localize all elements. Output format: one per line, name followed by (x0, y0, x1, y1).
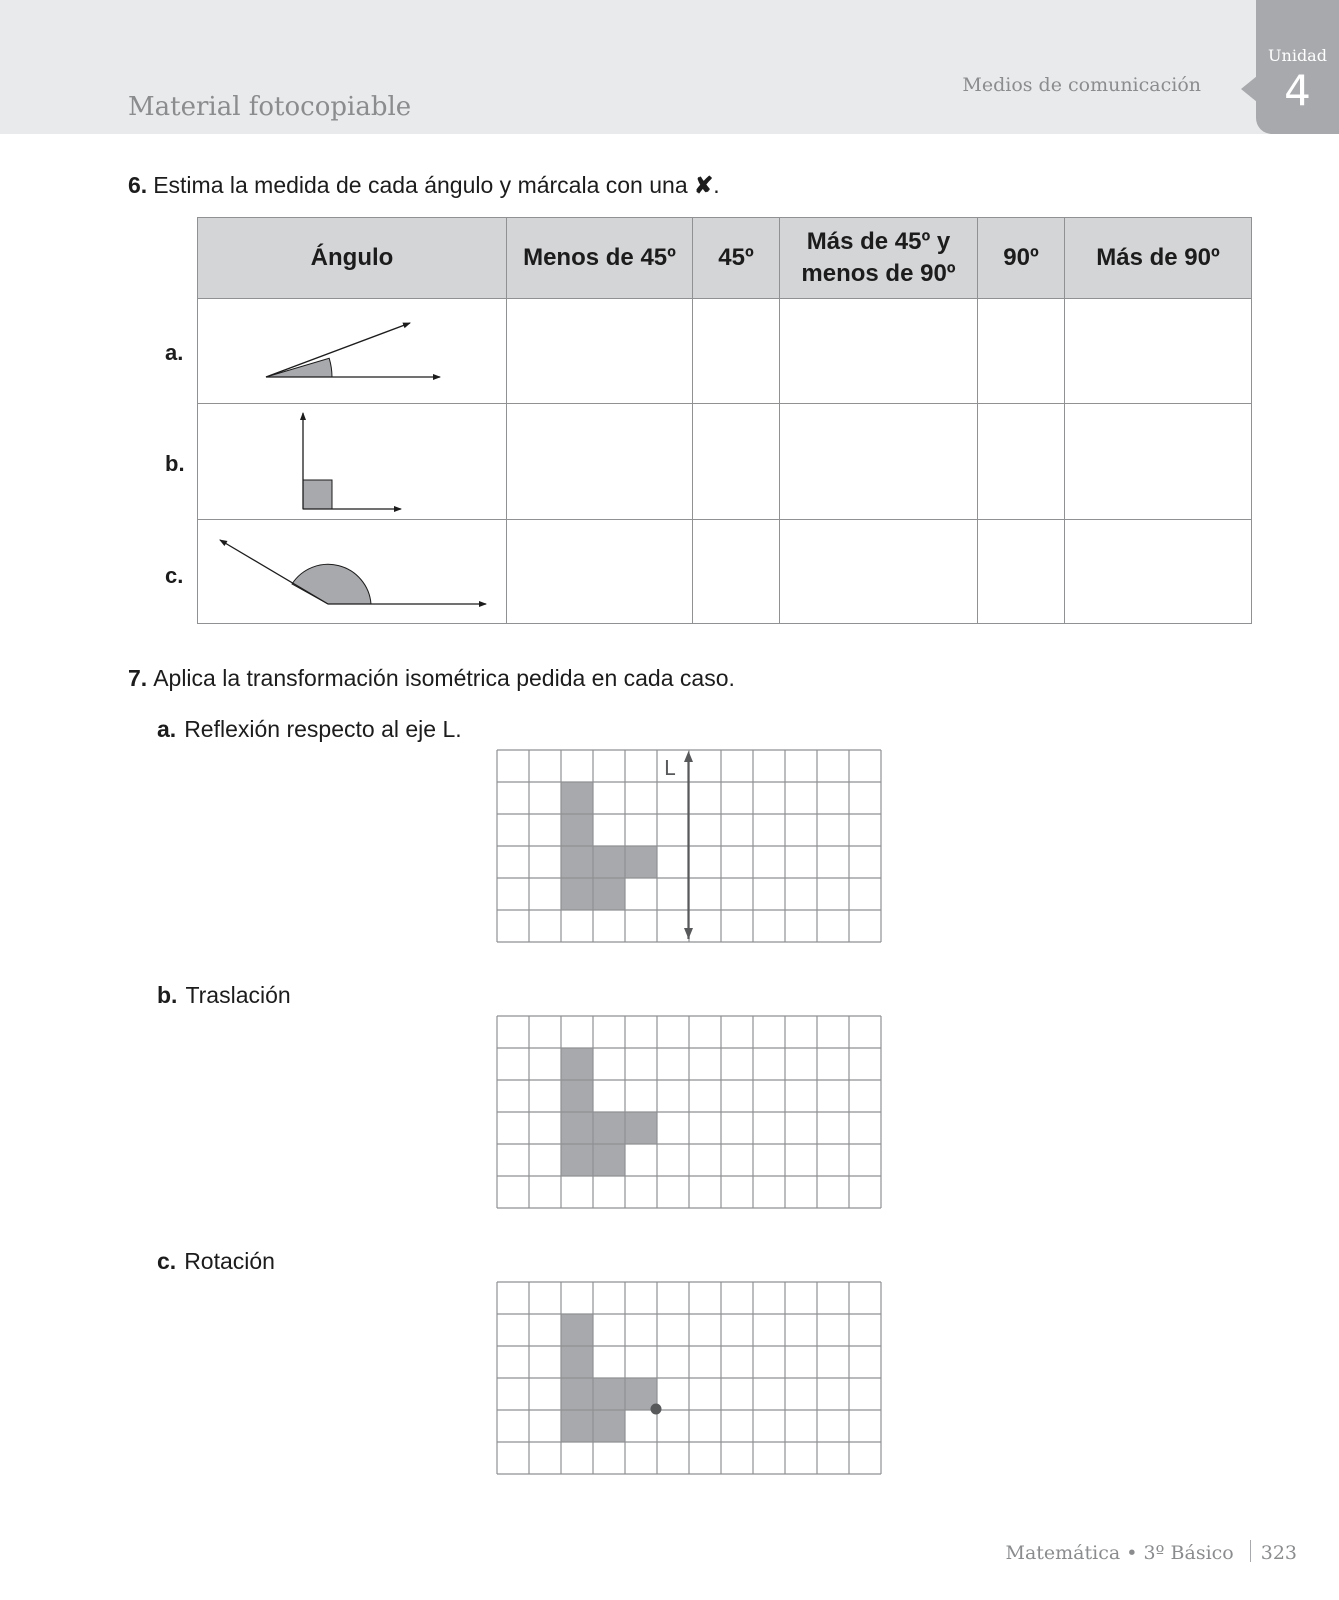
unit-tab-notch (1241, 76, 1257, 102)
angle-c-cell (198, 520, 507, 624)
angle-a-cell (198, 299, 507, 404)
question-text: Estima la medida de cada ángulo y márcala con una (153, 172, 688, 198)
figure-cell (593, 1112, 625, 1144)
question-end: . (713, 172, 720, 198)
unit-tab (1256, 0, 1339, 134)
answer-cell[interactable] (978, 299, 1065, 404)
angle-b-cell (198, 404, 507, 520)
answer-cell[interactable] (1065, 404, 1252, 520)
figure-cell (593, 1144, 625, 1176)
figure-cell (593, 1378, 625, 1410)
figure-cell (593, 878, 625, 910)
item-b-title (157, 982, 291, 1009)
axis-arrow-up-icon (684, 751, 693, 762)
right-angle-figure (198, 404, 506, 519)
figure-cell (561, 1144, 593, 1176)
footer-divider (1250, 1540, 1251, 1562)
page-footer (1006, 1540, 1298, 1564)
obtuse-angle-figure (198, 520, 506, 623)
col-header-45: 45º (693, 218, 780, 299)
page-number: 323 (1260, 1542, 1297, 1564)
table-row (198, 299, 1252, 404)
answer-cell[interactable] (780, 520, 978, 624)
material-label: Material fotocopiable (128, 92, 412, 122)
translation-grid[interactable] (496, 1015, 882, 1209)
row-label-c: c. (165, 563, 184, 588)
figure-cell (625, 1112, 657, 1144)
reflection-grid[interactable] (496, 749, 882, 943)
figure-cell (561, 782, 593, 814)
answer-cell[interactable] (978, 520, 1065, 624)
cross-mark-icon: ✘ (694, 172, 714, 198)
answer-cell[interactable] (507, 404, 693, 520)
item-a-title (157, 716, 462, 743)
figure-cell (561, 814, 593, 846)
section-title: Medios de comunicación (962, 74, 1201, 96)
question-number: 7. (128, 665, 148, 691)
answer-cell[interactable] (978, 404, 1065, 520)
figure-cell (561, 846, 593, 878)
figure-cell (561, 1346, 593, 1378)
unit-label: Unidad (1268, 46, 1327, 65)
figure-cell (561, 1314, 593, 1346)
row-label-a: a. (165, 340, 184, 365)
answer-cell[interactable] (780, 404, 978, 520)
answer-cell[interactable] (507, 299, 693, 404)
answer-cell[interactable] (693, 404, 780, 520)
table-row (198, 404, 1252, 520)
axis-arrow-down-icon (684, 928, 693, 939)
col-header-line-2: menos de 90º (801, 260, 956, 287)
book-title: Matemática • 3º Básico (1005, 1542, 1234, 1564)
answer-cell[interactable] (693, 299, 780, 404)
rotation-center-point (651, 1404, 662, 1415)
question-text: Aplica la transformación isométrica pedida en cada caso. (153, 665, 735, 691)
answer-cell[interactable] (507, 520, 693, 624)
answer-cell[interactable] (1065, 299, 1252, 404)
item-letter: c. (157, 1248, 177, 1274)
unit-number: 4 (1284, 66, 1311, 115)
question-number: 6. (128, 172, 148, 198)
item-c-title (157, 1248, 275, 1275)
answer-cell[interactable] (693, 520, 780, 624)
col-header-mas-90: Más de 90º (1065, 218, 1252, 299)
figure-cell (561, 1378, 593, 1410)
item-letter: a. (157, 716, 177, 742)
table-header-row (198, 218, 1252, 299)
angle-table (197, 217, 1252, 624)
item-label: Traslación (185, 982, 291, 1008)
item-label: Reflexión respecto al eje L. (184, 716, 462, 742)
col-header-90: 90º (978, 218, 1065, 299)
question-6-title (128, 172, 720, 199)
figure-cell (593, 846, 625, 878)
acute-angle-figure (198, 299, 506, 403)
item-label: Rotación (184, 1248, 275, 1274)
rotation-grid[interactable] (496, 1281, 882, 1475)
answer-cell[interactable] (780, 299, 978, 404)
question-7-title (128, 665, 735, 692)
col-header-menos-45: Menos de 45º (507, 218, 693, 299)
figure-cell (561, 1080, 593, 1112)
axis-label: L (664, 756, 676, 780)
figure-cell (593, 1410, 625, 1442)
figure-cell (561, 1112, 593, 1144)
figure-cell (561, 1048, 593, 1080)
item-letter: b. (157, 982, 178, 1008)
table-row (198, 520, 1252, 624)
figure-cell (625, 846, 657, 878)
col-header-mas-45-menos-90 (780, 218, 978, 299)
figure-cell (561, 1410, 593, 1442)
figure-cell (561, 878, 593, 910)
answer-cell[interactable] (1065, 520, 1252, 624)
col-header-angulo: Ángulo (198, 218, 507, 299)
col-header-line-1: Más de 45º y (806, 228, 951, 255)
row-label-b: b. (165, 451, 185, 476)
